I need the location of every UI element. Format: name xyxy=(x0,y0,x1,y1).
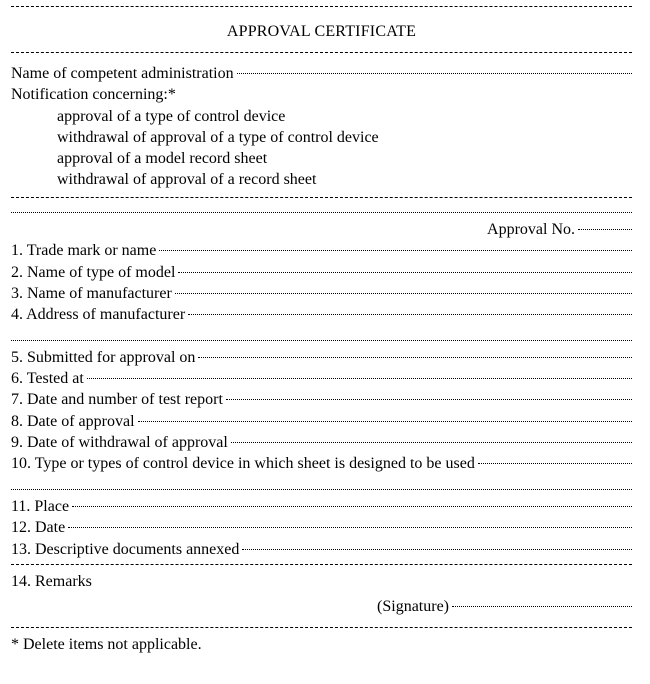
item-test-report[interactable] xyxy=(11,389,632,410)
item-control-device-types[interactable] xyxy=(11,453,632,474)
approval-no-label: Approval No. xyxy=(487,221,575,239)
notification-label: Notification concerning:* xyxy=(11,86,176,104)
option-approval-sheet[interactable]: approval of a model record sheet xyxy=(57,150,268,168)
option-withdrawal-type[interactable]: withdrawal of approval of a type of control device xyxy=(57,128,379,146)
item-dots xyxy=(478,463,632,464)
item-dots xyxy=(198,357,632,358)
top-divider xyxy=(11,6,632,7)
item-dots xyxy=(188,314,632,315)
item-dots xyxy=(87,378,632,379)
item-label: 4. Address of manufacturer xyxy=(11,306,186,324)
item-dots xyxy=(231,442,632,443)
blank-dotted-line[interactable] xyxy=(11,198,632,219)
divider xyxy=(11,627,632,628)
item-label: 5. Submitted for approval on xyxy=(11,348,196,366)
item-label: 3. Name of manufacturer xyxy=(11,284,172,302)
footnote: * Delete items not applicable. xyxy=(11,636,202,654)
signature-label: (Signature) xyxy=(377,598,449,616)
item-tested-at[interactable] xyxy=(11,368,632,389)
item-label: 2. Name of type of model xyxy=(11,263,176,281)
item-dots xyxy=(242,549,632,550)
item-dots xyxy=(159,250,632,251)
item-label: 13. Descriptive documents annexed xyxy=(11,540,240,558)
competent-admin-label: Name of competent administration xyxy=(11,65,234,82)
item-dots xyxy=(72,506,632,507)
item-dots xyxy=(175,293,632,294)
blank-dotted-line[interactable] xyxy=(11,475,632,496)
approval-no-field[interactable] xyxy=(11,219,632,240)
item-date-of-withdrawal[interactable] xyxy=(11,432,632,453)
item-date-of-approval[interactable] xyxy=(11,411,632,432)
item-type-of-model[interactable] xyxy=(11,262,632,283)
item-label: 6. Tested at xyxy=(11,370,84,388)
signature-field[interactable] xyxy=(11,596,632,617)
item-submitted-on[interactable] xyxy=(11,347,632,368)
approval-no-dots xyxy=(578,229,632,230)
item-label: 11. Place xyxy=(11,497,70,515)
item-trade-mark[interactable] xyxy=(11,240,632,261)
option-withdrawal-sheet[interactable]: withdrawal of approval of a record sheet xyxy=(57,171,317,189)
item-remarks[interactable]: 14. Remarks xyxy=(11,572,92,590)
item-date[interactable] xyxy=(11,517,632,538)
item-label: 1. Trade mark or name xyxy=(11,242,157,260)
competent-admin-field[interactable] xyxy=(11,63,632,84)
item-dots xyxy=(178,272,632,273)
item-dots xyxy=(226,399,632,400)
page-title: APPROVAL CERTIFICATE xyxy=(226,23,417,40)
blank-dotted-line[interactable] xyxy=(11,326,632,347)
item-manufacturer-address[interactable] xyxy=(11,304,632,325)
competent-admin-dots xyxy=(237,73,632,74)
signature-dots xyxy=(452,606,632,607)
option-approval-type[interactable]: approval of a type of control device xyxy=(57,107,286,125)
certificate-form xyxy=(11,0,632,656)
item-label: 7. Date and number of test report xyxy=(11,391,223,409)
item-manufacturer-name[interactable] xyxy=(11,283,632,304)
item-label: 9. Date of withdrawal of approval xyxy=(11,434,228,452)
item-label: 10. Type or types of control device in which sheet is designed to be used xyxy=(11,455,475,473)
item-dots xyxy=(138,421,632,422)
item-dots xyxy=(68,527,632,528)
item-documents-annexed[interactable] xyxy=(11,539,632,560)
item-place[interactable] xyxy=(11,496,632,517)
item-label: 12. Date xyxy=(11,519,66,537)
item-label: 8. Date of approval xyxy=(11,412,135,430)
